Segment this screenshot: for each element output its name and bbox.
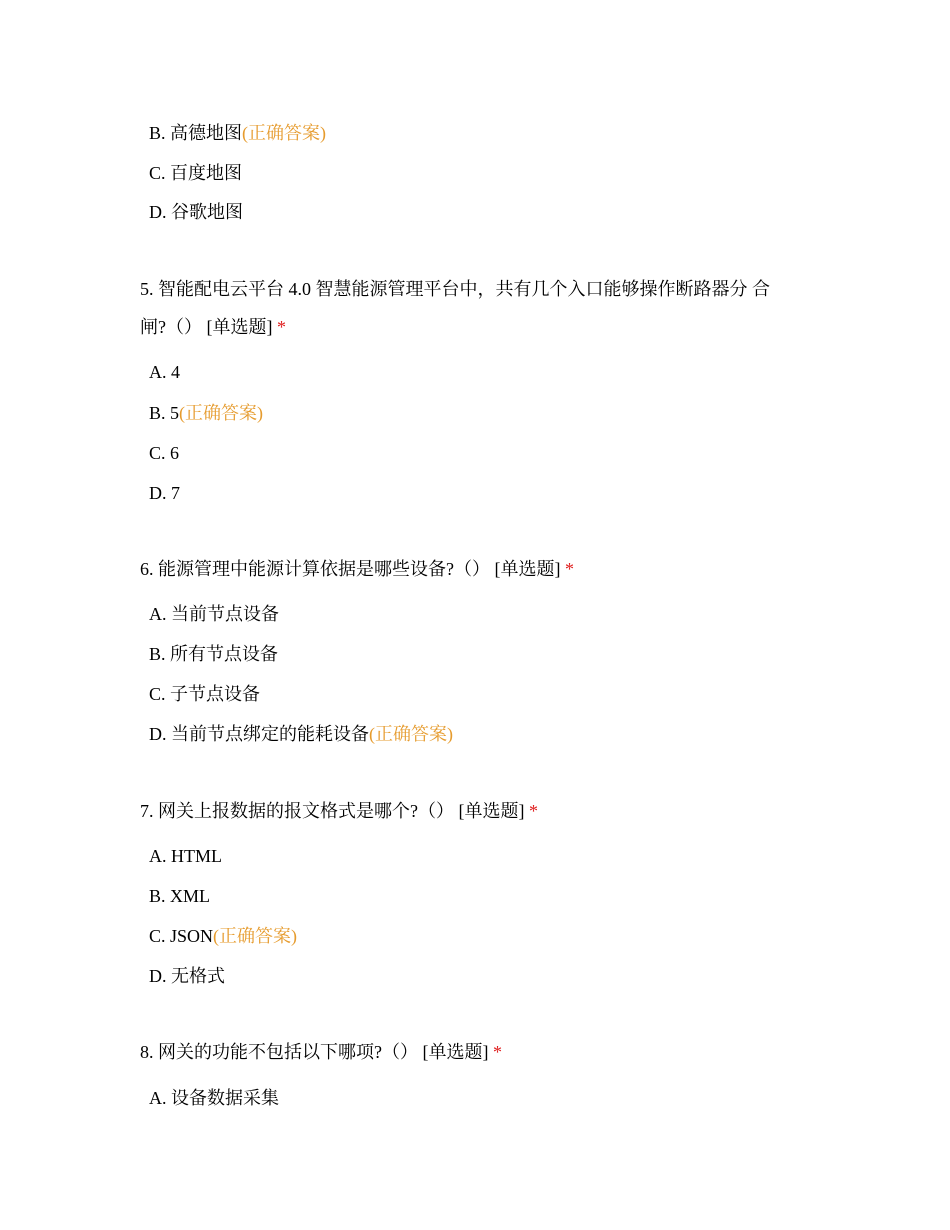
q7-option-c [149, 924, 297, 948]
q6-option-c [149, 682, 260, 706]
option-text: C. 6 [149, 443, 180, 463]
option-text: A. 4 [149, 362, 180, 382]
q7-option-b [149, 884, 210, 908]
option-text: D. 7 [149, 483, 180, 503]
required-mark: * [276, 317, 286, 337]
q6-title [140, 557, 574, 581]
option-text: C. JSON [149, 926, 214, 946]
q7-option-a [149, 844, 222, 868]
q5-title-line1 [140, 277, 770, 301]
required-mark: * [528, 801, 538, 821]
option-text: C. 子节点设备 [149, 684, 261, 704]
q8-title [140, 1040, 502, 1064]
q5-option-a [149, 360, 180, 384]
q4-option-c [149, 161, 242, 185]
option-text: D. 谷歌地图 [149, 202, 243, 222]
option-text: B. 高德地图 [149, 123, 243, 143]
option-text: B. 所有节点设备 [149, 644, 279, 664]
correct-answer-label: (正确答案) [213, 926, 298, 946]
option-text: C. 百度地图 [149, 163, 243, 183]
option-text: A. HTML [149, 846, 222, 866]
q6-option-a [149, 602, 279, 626]
q5-option-b [149, 401, 263, 425]
correct-answer-label: (正确答案) [242, 123, 327, 143]
question-text: 闸?（） [单选题] [140, 317, 273, 337]
q4-option-b [149, 121, 326, 145]
q8-option-a [149, 1086, 279, 1110]
q5-option-d [149, 481, 180, 505]
option-text: A. 当前节点设备 [149, 604, 279, 624]
question-text: 6. 能源管理中能源计算依据是哪些设备?（） [单选题] [140, 559, 561, 579]
option-text: D. 无格式 [149, 966, 225, 986]
q5-option-c [149, 441, 179, 465]
option-text: A. 设备数据采集 [149, 1088, 279, 1108]
q5-title-line2 [140, 315, 286, 339]
required-mark: * [492, 1042, 502, 1062]
question-text: 8. 网关的功能不包括以下哪项?（） [单选题] [140, 1042, 489, 1062]
q7-option-d [149, 964, 225, 988]
q7-title [140, 799, 538, 823]
q4-option-d [149, 200, 243, 224]
option-text: B. XML [149, 886, 211, 906]
correct-answer-label: (正确答案) [179, 403, 264, 423]
question-text: 5. 智能配电云平台 4.0 智慧能源管理平台中，共有几个入口能够操作断路器分 合 [140, 279, 770, 299]
required-mark: * [564, 559, 574, 579]
q6-option-d [149, 722, 453, 746]
q6-option-b [149, 642, 278, 666]
option-text: B. 5 [149, 403, 180, 423]
correct-answer-label: (正确答案) [369, 724, 453, 744]
question-text: 7. 网关上报数据的报文格式是哪个?（） [单选题] [140, 801, 525, 821]
option-text: D. 当前节点绑定的能耗设备 [149, 724, 369, 744]
